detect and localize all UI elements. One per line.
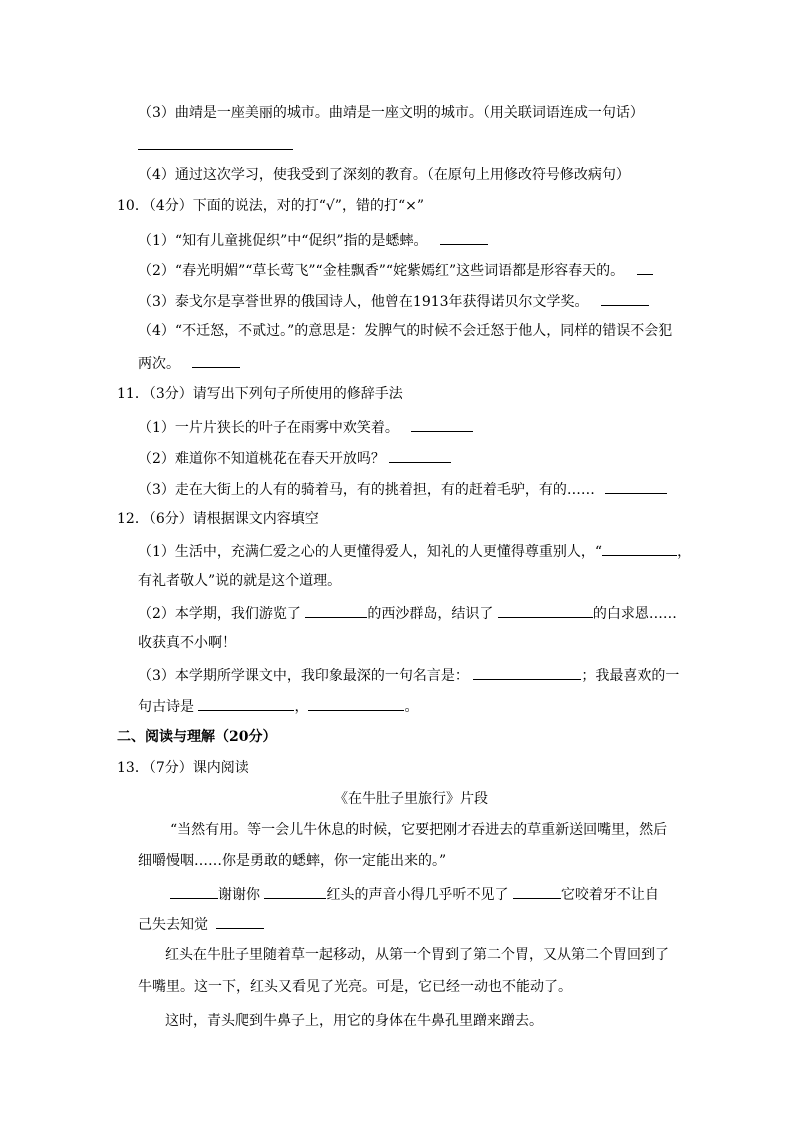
passage-p3-line2: 牛嘴里。这一下，红头又看见了光亮。可是，它已经一动也不能动了。 [138,979,572,995]
passage-p1-line1: “当然有用。等一会儿牛休息的时候，它要把刚才吞进去的草重新送回嘴里，然后 [170,822,668,838]
q12-item1-text-b: ， [677,544,692,560]
q11-item3-blank[interactable] [605,478,667,494]
q12-item2-text-b: 的西沙群岛，结识了 [367,606,494,622]
q12-item1-blank[interactable] [602,540,677,556]
passage-p2-line1 [170,883,659,905]
q10-title: 10．（4分）下面的说法，对的打“√”，错的打“×” [117,198,425,214]
passage-p1-line2: 细嚼慢咽……你是勇敢的蟋蟀，你一定能出来的。” [138,853,447,869]
passage-p2-text-d: 己失去知觉 [138,917,208,933]
q12-title: 12．（6分）请根据课文内容填空 [117,511,319,527]
q11-item3-text: （3）走在大街上的人有的骑着马，有的挑着担，有的赶着毛驴，有的…… [138,482,595,498]
passage-blank4[interactable] [216,913,264,929]
q11-item2-blank[interactable] [389,447,451,463]
q10-item4-line2 [138,352,240,374]
q12-item3-text-a: （3）本学期所学课文中，我印象最深的一句名言是： [138,668,469,684]
q9-item3-answer-blank[interactable] [138,134,293,156]
q10-item1-text: （1）“知有儿童挑促织”中“促织”指的是蟋蟀。 [138,233,428,249]
q12-item3-blank2[interactable] [198,695,294,711]
passage-title [0,789,794,809]
q9-item3-text: （3）曲靖是一座美丽的城市。曲靖是一座文明的城市。（用关联词语连成一句话） [138,105,644,121]
q12-item1-text-a: （1）生活中，充满仁爱之心的人更懂得爱人，知礼的人更懂得尊重别人，“ [138,544,603,560]
q11-title: 11．（3分）请写出下列句子所使用的修辞手法 [117,386,403,402]
q12-item2-blank2[interactable] [498,602,593,618]
q10-item2-text: （2）“春光明媚”“草长莺飞”“金桂飘香”“姹紫嫣红”这些词语都是形容春天的。 [138,263,625,279]
q13-title: 13．（7分）课内阅读 [117,760,249,776]
q11-item1 [138,416,473,438]
q10-item1 [138,229,488,251]
q11-item1-text: （1）一片片狭长的叶子在雨雾中欢笑着。 [138,420,399,436]
q10-item1-blank[interactable] [440,229,488,245]
q10-item4-blank[interactable] [192,352,240,368]
q12-item2-text-a: （2）本学期，我们游览了 [138,606,301,622]
passage-p3-line1: 红头在牛肚子里随着草一起移动，从第一个胃到了第二个胃，又从第二个胃回到了 [165,947,669,963]
q11-item2-text: （2）难道你不知道桃花在春天开放吗？ [138,451,385,467]
q12-item3-text-c: 句古诗是 [138,699,194,715]
q12-item3-line2 [138,695,418,717]
q12-item3-text-b: ；我最喜欢的一 [581,668,680,684]
q10-item3-blank[interactable] [601,290,649,306]
q12-item3-text-e: 。 [404,699,419,715]
q12-item1-line2: 有礼者敬人”说的就是这个道理。 [138,573,342,589]
passage-p2-text-b: 红头的声音小得几乎听不见了 [326,887,509,903]
q11-item1-blank[interactable] [411,416,473,432]
q10-item2-blank[interactable] [637,259,653,275]
passage-blank1[interactable] [170,883,218,899]
q10-item4-text: 两次。 [138,356,180,372]
passage-blank3[interactable] [513,883,561,899]
q12-item2-blank1[interactable] [305,602,367,618]
q10-item3-text: （3）泰戈尔是享誉世界的俄国诗人，他曾在1913年获得诺贝尔文学奖。 [138,294,589,310]
q12-item2-text-c: 的白求恩…… [592,606,677,622]
passage-blank2[interactable] [264,883,326,899]
passage-p2-line2 [138,913,264,935]
q12-item1-line1 [138,540,691,562]
q11-item3 [138,478,667,500]
passage-p4: 这时，青头爬到牛鼻子上，用它的身体在牛鼻孔里蹭来蹭去。 [165,1013,543,1029]
q12-item3-text-d: ， [294,699,309,715]
q11-item2 [138,447,451,469]
q10-item4-line1: （4）“不迁怒，不贰过。”的意思是：发脾气的时候不会迁怒于他人，同样的错误不会犯 [138,323,673,339]
q9-item4-text: （4）通过这次学习，使我受到了深刻的教育。（在原句上用修改符号修改病句） [138,167,630,183]
passage-p2-text-c: 它咬着牙不让自 [560,887,659,903]
passage-title-text: 《在牛肚子里旅行》片段 [334,791,488,807]
passage-p2-text-a: 谢谢你 [218,887,260,903]
section2-heading: 二、阅读与理解（20分） [117,729,277,745]
q12-item3-blank3[interactable] [308,695,404,711]
q12-item2-line2: 收获真不小啊！ [138,635,236,651]
q10-item2 [138,259,653,281]
q12-item3-line1 [138,664,679,686]
q10-item3 [138,290,649,312]
q12-item2-line1 [138,602,677,624]
q12-item3-blank1[interactable] [473,664,581,680]
